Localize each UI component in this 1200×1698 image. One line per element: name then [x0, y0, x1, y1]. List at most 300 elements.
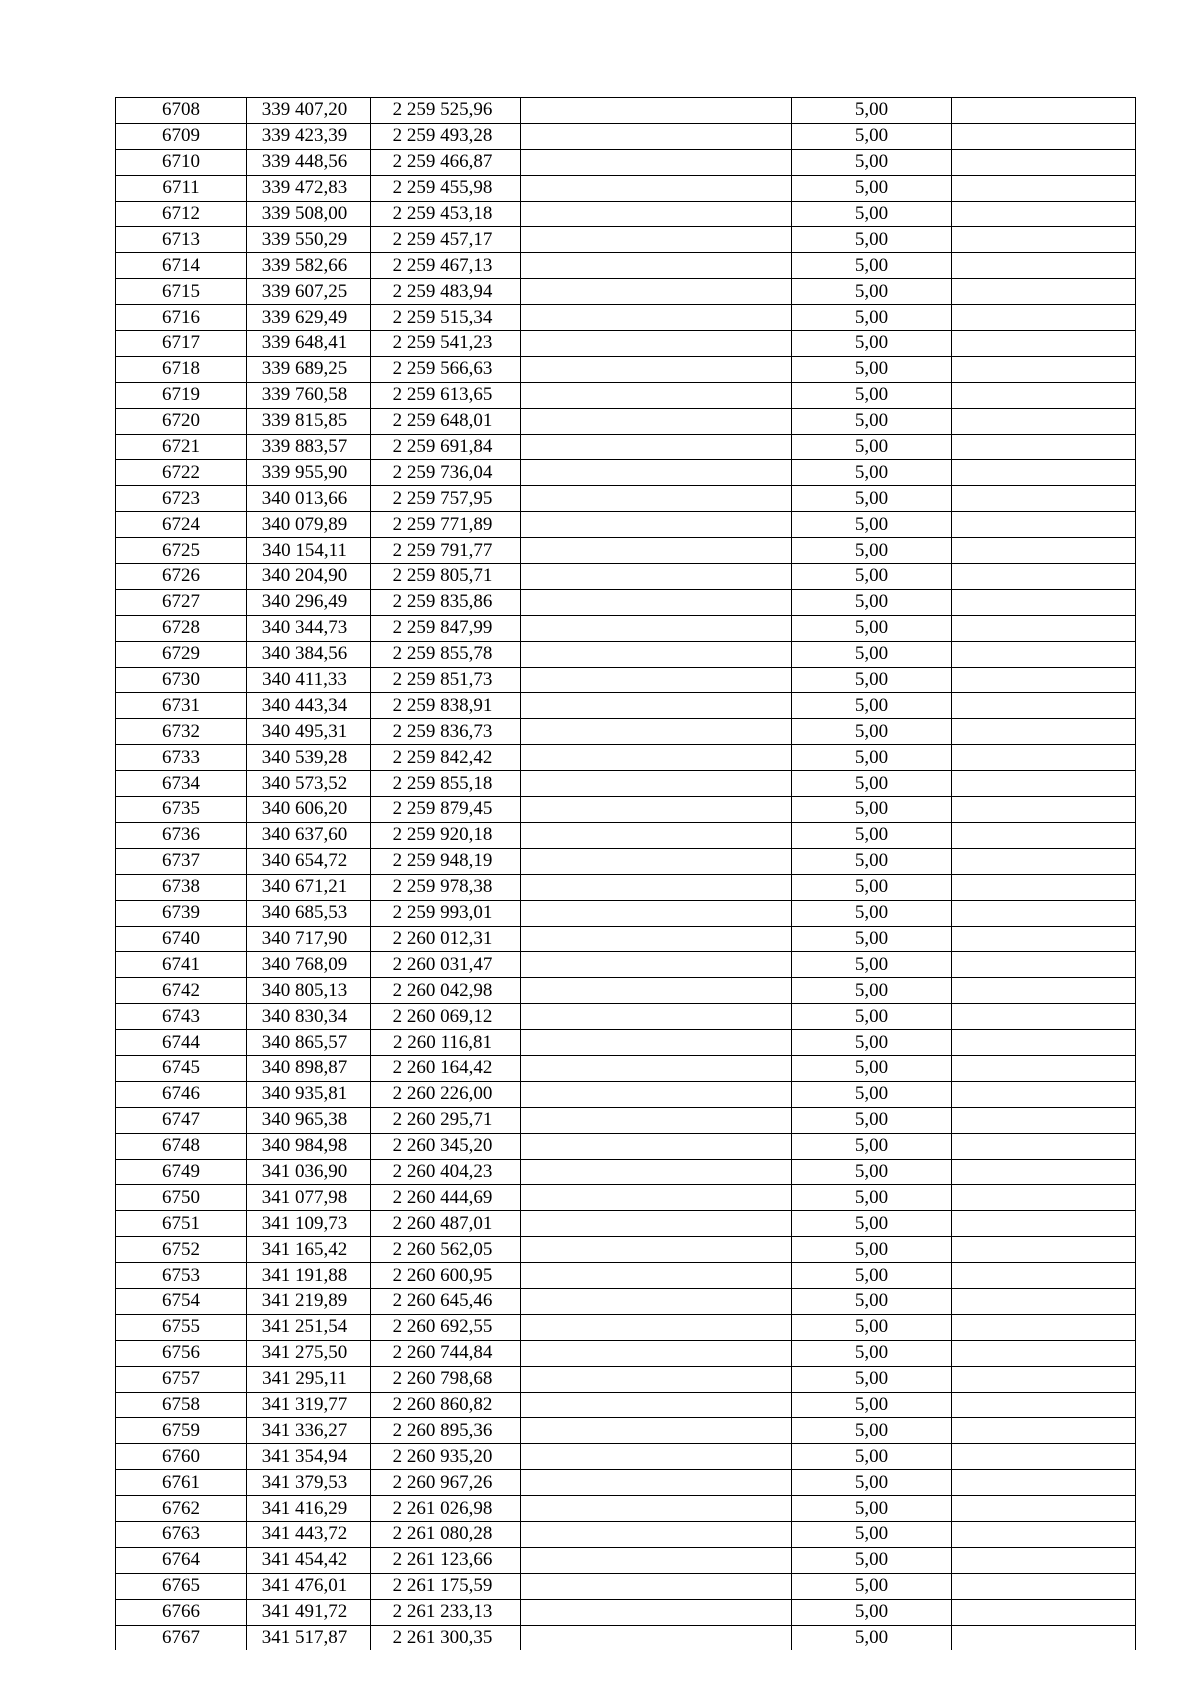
blank-cell	[952, 1547, 1136, 1573]
table-row	[116, 822, 1136, 848]
point-number-cell: 6739	[116, 900, 247, 926]
x-coordinate-cell: 341 354,94	[247, 1444, 371, 1470]
point-number-cell: 6761	[116, 1470, 247, 1496]
point-number-cell: 6708	[116, 98, 247, 124]
x-coordinate-cell: 340 984,98	[247, 1133, 371, 1159]
y-coordinate-cell: 2 260 562,05	[371, 1237, 521, 1263]
value-cell: 5,00	[792, 1159, 952, 1185]
point-number-cell: 6710	[116, 149, 247, 175]
value-cell: 5,00	[792, 356, 952, 382]
y-coordinate-cell: 2 259 455,98	[371, 175, 521, 201]
x-coordinate-cell: 339 508,00	[247, 201, 371, 227]
value-cell: 5,00	[792, 253, 952, 279]
x-coordinate-cell: 339 582,66	[247, 253, 371, 279]
point-number-cell: 6737	[116, 848, 247, 874]
blank-cell	[521, 434, 792, 460]
blank-cell	[521, 253, 792, 279]
blank-cell	[521, 1444, 792, 1470]
x-coordinate-cell: 340 898,87	[247, 1055, 371, 1081]
x-coordinate-cell: 341 191,88	[247, 1263, 371, 1289]
value-cell: 5,00	[792, 175, 952, 201]
blank-cell	[952, 1366, 1136, 1392]
value-cell: 5,00	[792, 1004, 952, 1030]
value-cell: 5,00	[792, 667, 952, 693]
point-number-cell: 6732	[116, 719, 247, 745]
y-coordinate-cell: 2 259 993,01	[371, 900, 521, 926]
blank-cell	[952, 408, 1136, 434]
value-cell: 5,00	[792, 201, 952, 227]
x-coordinate-cell: 340 865,57	[247, 1030, 371, 1056]
blank-cell	[952, 1263, 1136, 1289]
table-row	[116, 149, 1136, 175]
value-cell: 5,00	[792, 1237, 952, 1263]
point-number-cell: 6723	[116, 486, 247, 512]
blank-cell	[952, 874, 1136, 900]
value-cell: 5,00	[792, 1418, 952, 1444]
table-row	[116, 356, 1136, 382]
point-number-cell: 6721	[116, 434, 247, 460]
y-coordinate-cell: 2 261 175,59	[371, 1573, 521, 1599]
y-coordinate-cell: 2 260 935,20	[371, 1444, 521, 1470]
blank-cell	[952, 1133, 1136, 1159]
y-coordinate-cell: 2 261 080,28	[371, 1521, 521, 1547]
table-row	[116, 926, 1136, 952]
y-coordinate-cell: 2 260 444,69	[371, 1185, 521, 1211]
value-cell: 5,00	[792, 641, 952, 667]
point-number-cell: 6752	[116, 1237, 247, 1263]
blank-cell	[521, 900, 792, 926]
x-coordinate-cell: 339 407,20	[247, 98, 371, 124]
y-coordinate-cell: 2 259 805,71	[371, 564, 521, 590]
value-cell: 5,00	[792, 279, 952, 305]
value-cell: 5,00	[792, 615, 952, 641]
x-coordinate-cell: 340 685,53	[247, 900, 371, 926]
x-coordinate-cell: 340 079,89	[247, 512, 371, 538]
point-number-cell: 6714	[116, 253, 247, 279]
x-coordinate-cell: 341 295,11	[247, 1366, 371, 1392]
table-row	[116, 279, 1136, 305]
table-row	[116, 123, 1136, 149]
table-row	[116, 1133, 1136, 1159]
blank-cell	[952, 900, 1136, 926]
blank-cell	[521, 1366, 792, 1392]
blank-cell	[952, 771, 1136, 797]
value-cell: 5,00	[792, 1030, 952, 1056]
table-row	[116, 641, 1136, 667]
table-row	[116, 434, 1136, 460]
blank-cell	[952, 952, 1136, 978]
y-coordinate-cell: 2 260 487,01	[371, 1211, 521, 1237]
x-coordinate-cell: 340 768,09	[247, 952, 371, 978]
blank-cell	[952, 1237, 1136, 1263]
value-cell: 5,00	[792, 1314, 952, 1340]
x-coordinate-cell: 340 296,49	[247, 589, 371, 615]
value-cell: 5,00	[792, 1107, 952, 1133]
x-coordinate-cell: 339 423,39	[247, 123, 371, 149]
blank-cell	[521, 745, 792, 771]
point-number-cell: 6711	[116, 175, 247, 201]
y-coordinate-cell: 2 260 345,20	[371, 1133, 521, 1159]
table-row	[116, 1237, 1136, 1263]
value-cell: 5,00	[792, 512, 952, 538]
x-coordinate-cell: 339 448,56	[247, 149, 371, 175]
y-coordinate-cell: 2 259 920,18	[371, 822, 521, 848]
blank-cell	[521, 486, 792, 512]
point-number-cell: 6717	[116, 331, 247, 357]
value-cell: 5,00	[792, 900, 952, 926]
point-number-cell: 6758	[116, 1392, 247, 1418]
x-coordinate-cell: 340 830,34	[247, 1004, 371, 1030]
y-coordinate-cell: 2 259 855,78	[371, 641, 521, 667]
y-coordinate-cell: 2 259 847,99	[371, 615, 521, 641]
value-cell: 5,00	[792, 1547, 952, 1573]
blank-cell	[521, 978, 792, 1004]
blank-cell	[521, 1599, 792, 1625]
blank-cell	[952, 1185, 1136, 1211]
point-number-cell: 6718	[116, 356, 247, 382]
table-row	[116, 1340, 1136, 1366]
x-coordinate-cell: 339 760,58	[247, 382, 371, 408]
x-coordinate-cell: 341 336,27	[247, 1418, 371, 1444]
table-row	[116, 1030, 1136, 1056]
blank-cell	[521, 356, 792, 382]
blank-cell	[952, 822, 1136, 848]
table-row	[116, 305, 1136, 331]
blank-cell	[521, 408, 792, 434]
blank-cell	[952, 98, 1136, 124]
x-coordinate-cell: 339 607,25	[247, 279, 371, 305]
value-cell: 5,00	[792, 149, 952, 175]
y-coordinate-cell: 2 261 233,13	[371, 1599, 521, 1625]
blank-cell	[521, 1521, 792, 1547]
blank-cell	[952, 279, 1136, 305]
blank-cell	[952, 1314, 1136, 1340]
value-cell: 5,00	[792, 408, 952, 434]
x-coordinate-cell: 340 013,66	[247, 486, 371, 512]
x-coordinate-cell: 339 955,90	[247, 460, 371, 486]
value-cell: 5,00	[792, 952, 952, 978]
blank-cell	[952, 227, 1136, 253]
table-row	[116, 1599, 1136, 1625]
blank-cell	[521, 1055, 792, 1081]
blank-cell	[521, 1418, 792, 1444]
table-row	[116, 564, 1136, 590]
blank-cell	[521, 719, 792, 745]
value-cell: 5,00	[792, 848, 952, 874]
x-coordinate-cell: 341 443,72	[247, 1521, 371, 1547]
value-cell: 5,00	[792, 926, 952, 952]
y-coordinate-cell: 2 260 069,12	[371, 1004, 521, 1030]
blank-cell	[521, 589, 792, 615]
blank-cell	[952, 175, 1136, 201]
x-coordinate-cell: 341 491,72	[247, 1599, 371, 1625]
blank-cell	[952, 1030, 1136, 1056]
value-cell: 5,00	[792, 1470, 952, 1496]
point-number-cell: 6738	[116, 874, 247, 900]
blank-cell	[521, 615, 792, 641]
x-coordinate-cell: 341 251,54	[247, 1314, 371, 1340]
blank-cell	[521, 538, 792, 564]
y-coordinate-cell: 2 259 648,01	[371, 408, 521, 434]
blank-cell	[952, 1055, 1136, 1081]
value-cell: 5,00	[792, 589, 952, 615]
y-coordinate-cell: 2 261 123,66	[371, 1547, 521, 1573]
y-coordinate-cell: 2 259 842,42	[371, 745, 521, 771]
blank-cell	[952, 356, 1136, 382]
blank-cell	[521, 1211, 792, 1237]
point-number-cell: 6722	[116, 460, 247, 486]
x-coordinate-cell: 341 416,29	[247, 1496, 371, 1522]
blank-cell	[952, 1392, 1136, 1418]
point-number-cell: 6736	[116, 822, 247, 848]
blank-cell	[521, 149, 792, 175]
blank-cell	[952, 693, 1136, 719]
table-row	[116, 978, 1136, 1004]
table-row	[116, 952, 1136, 978]
value-cell: 5,00	[792, 1185, 952, 1211]
value-cell: 5,00	[792, 1340, 952, 1366]
value-cell: 5,00	[792, 1496, 952, 1522]
blank-cell	[952, 538, 1136, 564]
blank-cell	[952, 1081, 1136, 1107]
table-row	[116, 848, 1136, 874]
y-coordinate-cell: 2 259 493,28	[371, 123, 521, 149]
table-row	[116, 667, 1136, 693]
table-row	[116, 1055, 1136, 1081]
y-coordinate-cell: 2 259 855,18	[371, 771, 521, 797]
y-coordinate-cell: 2 260 164,42	[371, 1055, 521, 1081]
x-coordinate-cell: 339 472,83	[247, 175, 371, 201]
x-coordinate-cell: 340 965,38	[247, 1107, 371, 1133]
value-cell: 5,00	[792, 1081, 952, 1107]
x-coordinate-cell: 341 219,89	[247, 1288, 371, 1314]
value-cell: 5,00	[792, 564, 952, 590]
y-coordinate-cell: 2 260 031,47	[371, 952, 521, 978]
blank-cell	[952, 848, 1136, 874]
blank-cell	[521, 331, 792, 357]
value-cell: 5,00	[792, 305, 952, 331]
y-coordinate-cell: 2 260 744,84	[371, 1340, 521, 1366]
y-coordinate-cell: 2 260 692,55	[371, 1314, 521, 1340]
blank-cell	[521, 1547, 792, 1573]
x-coordinate-cell: 340 573,52	[247, 771, 371, 797]
blank-cell	[521, 797, 792, 823]
value-cell: 5,00	[792, 538, 952, 564]
y-coordinate-cell: 2 259 879,45	[371, 797, 521, 823]
point-number-cell: 6726	[116, 564, 247, 590]
point-number-cell: 6764	[116, 1547, 247, 1573]
blank-cell	[952, 926, 1136, 952]
y-coordinate-cell: 2 259 541,23	[371, 331, 521, 357]
value-cell: 5,00	[792, 1055, 952, 1081]
point-number-cell: 6743	[116, 1004, 247, 1030]
table-row	[116, 1625, 1136, 1650]
point-number-cell: 6747	[116, 1107, 247, 1133]
point-number-cell: 6762	[116, 1496, 247, 1522]
y-coordinate-cell: 2 259 771,89	[371, 512, 521, 538]
value-cell: 5,00	[792, 1573, 952, 1599]
point-number-cell: 6766	[116, 1599, 247, 1625]
blank-cell	[952, 1159, 1136, 1185]
point-number-cell: 6753	[116, 1263, 247, 1289]
blank-cell	[521, 1237, 792, 1263]
blank-cell	[952, 382, 1136, 408]
point-number-cell: 6757	[116, 1366, 247, 1392]
table-row	[116, 1521, 1136, 1547]
blank-cell	[952, 564, 1136, 590]
value-cell: 5,00	[792, 331, 952, 357]
x-coordinate-cell: 340 204,90	[247, 564, 371, 590]
y-coordinate-cell: 2 259 457,17	[371, 227, 521, 253]
blank-cell	[952, 1211, 1136, 1237]
table-row	[116, 1081, 1136, 1107]
blank-cell	[521, 460, 792, 486]
point-number-cell: 6724	[116, 512, 247, 538]
y-coordinate-cell: 2 260 600,95	[371, 1263, 521, 1289]
table-row	[116, 745, 1136, 771]
blank-cell	[521, 1107, 792, 1133]
y-coordinate-cell: 2 259 835,86	[371, 589, 521, 615]
point-number-cell: 6727	[116, 589, 247, 615]
y-coordinate-cell: 2 259 467,13	[371, 253, 521, 279]
x-coordinate-cell: 339 550,29	[247, 227, 371, 253]
blank-cell	[952, 512, 1136, 538]
y-coordinate-cell: 2 260 967,26	[371, 1470, 521, 1496]
table-row	[116, 1418, 1136, 1444]
table-row	[116, 201, 1136, 227]
value-cell: 5,00	[792, 460, 952, 486]
blank-cell	[521, 1392, 792, 1418]
x-coordinate-cell: 341 379,53	[247, 1470, 371, 1496]
y-coordinate-cell: 2 259 948,19	[371, 848, 521, 874]
coordinates-table	[115, 97, 1136, 1650]
blank-cell	[952, 1004, 1136, 1030]
point-number-cell: 6725	[116, 538, 247, 564]
blank-cell	[952, 253, 1136, 279]
point-number-cell: 6765	[116, 1573, 247, 1599]
table-row	[116, 486, 1136, 512]
blank-cell	[521, 1185, 792, 1211]
blank-cell	[521, 279, 792, 305]
value-cell: 5,00	[792, 1625, 952, 1650]
blank-cell	[952, 123, 1136, 149]
value-cell: 5,00	[792, 382, 952, 408]
blank-cell	[521, 1159, 792, 1185]
blank-cell	[521, 1081, 792, 1107]
table-row	[116, 1159, 1136, 1185]
value-cell: 5,00	[792, 822, 952, 848]
blank-cell	[521, 564, 792, 590]
y-coordinate-cell: 2 260 895,36	[371, 1418, 521, 1444]
blank-cell	[952, 1625, 1136, 1650]
blank-cell	[521, 693, 792, 719]
value-cell: 5,00	[792, 123, 952, 149]
y-coordinate-cell: 2 260 404,23	[371, 1159, 521, 1185]
blank-cell	[521, 227, 792, 253]
x-coordinate-cell: 341 036,90	[247, 1159, 371, 1185]
value-cell: 5,00	[792, 1599, 952, 1625]
blank-cell	[521, 1263, 792, 1289]
point-number-cell: 6709	[116, 123, 247, 149]
point-number-cell: 6767	[116, 1625, 247, 1650]
y-coordinate-cell: 2 260 116,81	[371, 1030, 521, 1056]
blank-cell	[952, 978, 1136, 1004]
point-number-cell: 6750	[116, 1185, 247, 1211]
coordinates-table-body	[116, 98, 1136, 1651]
blank-cell	[521, 771, 792, 797]
table-row	[116, 589, 1136, 615]
x-coordinate-cell: 341 109,73	[247, 1211, 371, 1237]
point-number-cell: 6733	[116, 745, 247, 771]
y-coordinate-cell: 2 260 295,71	[371, 1107, 521, 1133]
blank-cell	[952, 1521, 1136, 1547]
blank-cell	[952, 1599, 1136, 1625]
y-coordinate-cell: 2 259 838,91	[371, 693, 521, 719]
x-coordinate-cell: 339 689,25	[247, 356, 371, 382]
table-row	[116, 693, 1136, 719]
y-coordinate-cell: 2 259 691,84	[371, 434, 521, 460]
point-number-cell: 6728	[116, 615, 247, 641]
point-number-cell: 6740	[116, 926, 247, 952]
x-coordinate-cell: 340 443,34	[247, 693, 371, 719]
x-coordinate-cell: 340 411,33	[247, 667, 371, 693]
table-row	[116, 460, 1136, 486]
table-row	[116, 719, 1136, 745]
y-coordinate-cell: 2 259 515,34	[371, 305, 521, 331]
x-coordinate-cell: 340 384,56	[247, 641, 371, 667]
x-coordinate-cell: 341 165,42	[247, 1237, 371, 1263]
table-row	[116, 175, 1136, 201]
blank-cell	[952, 331, 1136, 357]
value-cell: 5,00	[792, 434, 952, 460]
value-cell: 5,00	[792, 693, 952, 719]
blank-cell	[521, 1030, 792, 1056]
table-row	[116, 771, 1136, 797]
table-row	[116, 797, 1136, 823]
point-number-cell: 6731	[116, 693, 247, 719]
point-number-cell: 6760	[116, 1444, 247, 1470]
blank-cell	[521, 175, 792, 201]
blank-cell	[521, 952, 792, 978]
blank-cell	[521, 382, 792, 408]
blank-cell	[952, 201, 1136, 227]
table-row	[116, 615, 1136, 641]
y-coordinate-cell: 2 260 226,00	[371, 1081, 521, 1107]
x-coordinate-cell: 340 495,31	[247, 719, 371, 745]
point-number-cell: 6749	[116, 1159, 247, 1185]
blank-cell	[521, 926, 792, 952]
y-coordinate-cell: 2 259 851,73	[371, 667, 521, 693]
blank-cell	[521, 1625, 792, 1650]
y-coordinate-cell: 2 259 736,04	[371, 460, 521, 486]
point-number-cell: 6756	[116, 1340, 247, 1366]
blank-cell	[952, 1444, 1136, 1470]
table-row	[116, 1366, 1136, 1392]
x-coordinate-cell: 340 154,11	[247, 538, 371, 564]
x-coordinate-cell: 340 637,60	[247, 822, 371, 848]
table-row	[116, 1573, 1136, 1599]
y-coordinate-cell: 2 259 978,38	[371, 874, 521, 900]
blank-cell	[952, 1418, 1136, 1444]
blank-cell	[521, 1314, 792, 1340]
y-coordinate-cell: 2 259 525,96	[371, 98, 521, 124]
table-row	[116, 408, 1136, 434]
table-row	[116, 538, 1136, 564]
value-cell: 5,00	[792, 1521, 952, 1547]
value-cell: 5,00	[792, 1392, 952, 1418]
y-coordinate-cell: 2 259 836,73	[371, 719, 521, 745]
blank-cell	[521, 1004, 792, 1030]
